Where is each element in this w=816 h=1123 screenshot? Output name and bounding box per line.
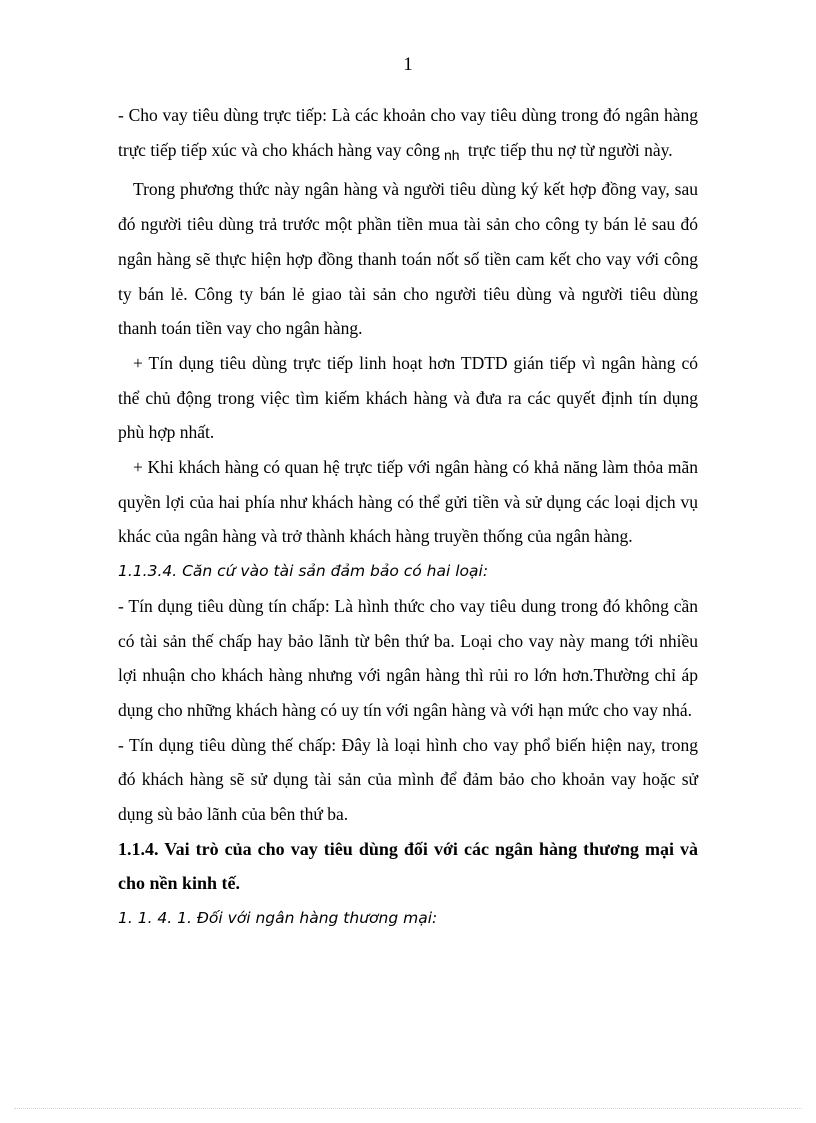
paragraph-unsecured-credit: - Tín dụng tiêu dùng tín chấp: Là hình thức cho vay tiêu dung trong đó không cần có tài sản thế chấp hay bảo lãnh từ bên thứ ba. Loại cho vay này mang tới nhiều lợi nhuận cho khách hàng nhưng với ngân hàng thì rủi ro lớn hơn.Thường chỉ áp dụng cho những khách hàng có uy tín với ngân hàng và với hạn mức cho vay nhá.	[118, 595, 698, 720]
paragraph-flexibility: + Tín dụng tiêu dùng trực tiếp linh hoạt hơn TDTD gián tiếp vì ngân hàng có thể chủ động trong việc tìm kiếm khách hàng và đưa ra các quyết định tín dụng phù hợp nhất.	[118, 352, 698, 443]
page-number: 1	[403, 54, 413, 75]
section-heading-114: 1.1.4. Vai trò của cho vay tiêu dùng đối với các ngân hàng thương mại và cho nền kinh tế.	[118, 838, 698, 894]
paragraph-text: trực tiếp thu nợ từ người này.	[463, 139, 673, 160]
paragraph-direct-consumer-loan	[118, 98, 698, 172]
paragraph-direct-relationship: + Khi khách hàng có quan hệ trực tiếp với ngân hàng có khả năng làm thỏa mãn quyền lợi của hai phía như khách hàng có thể gửi tiền và sử dụng các loại dịch vụ khác của ngân hàng và trở thành khách hàng truyền thống của ngân hàng.	[118, 457, 698, 547]
section-heading-1134: 1.1.3.4. Căn cứ vào tài sản đảm bảo có hai loại:	[118, 562, 489, 581]
section-heading-1141: 1. 1. 4. 1. Đối với ngân hàng thương mại:	[118, 909, 438, 928]
paragraph-text: - Cho vay tiêu dùng trực tiếp: Là các khoản cho vay tiêu dùng trong đó ngân hàng trực tiếp tiếp xúc và cho khách hàng vay công	[118, 105, 698, 160]
page-body	[118, 98, 698, 936]
paragraph-secured-credit: - Tín dụng tiêu dùng thế chấp: Đây là loại hình cho vay phổ biến hiện nay, trong đó khách hàng sẽ sử dụng tài sản của mình để đảm bảo cho khoản vay hoặc sử dụng sù bảo lãnh của bên thứ ba.	[118, 734, 698, 825]
subscript-fragment: nh	[443, 146, 460, 163]
page-bottom-divider	[14, 1108, 802, 1109]
paragraph-method: Trong phương thức này ngân hàng và người tiêu dùng ký kết hợp đồng vay, sau đó người tiêu dùng trả trước một phần tiền mua tài sản cho công ty bán lẻ sau đó ngân hàng sẽ thực hiện hợp đồng thanh toán nốt số tiền cam kết cho vay với công ty bán lẻ. Công ty bán lẻ giao tài sản cho người tiêu dùng và người tiêu dùng thanh toán tiền vay cho ngân hàng.	[118, 179, 698, 339]
